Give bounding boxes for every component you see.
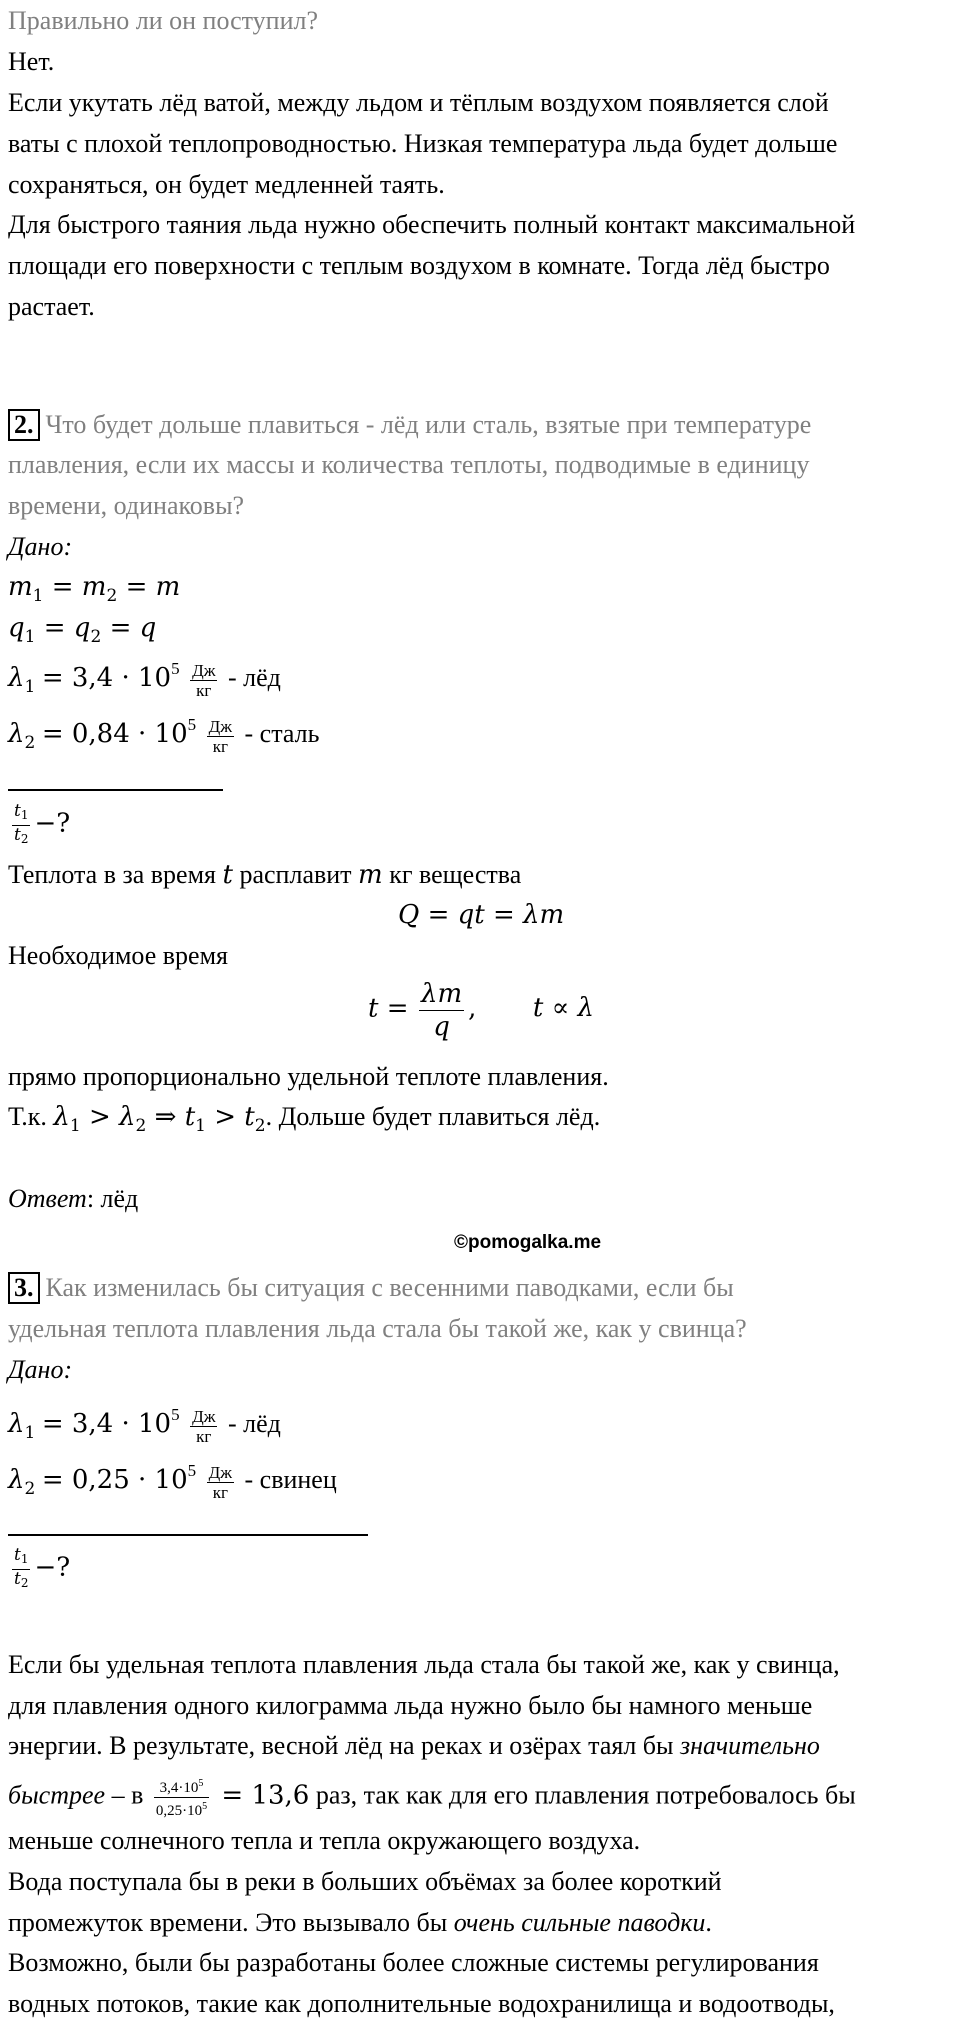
intro-line: Нет. [8, 47, 55, 76]
task2-find: $\frac{t_1}{t_2}$ −? [14, 801, 71, 846]
task3-question-line: удельная теплота плавления льда стала бы такой же, как у свинца? [8, 1314, 747, 1343]
task2-lambda2: $\lambda_2 = 0,84 \cdot 10^5$ $\frac{Дж}{кг}$ - сталь [8, 715, 320, 756]
intro-question: Правильно ли он поступил? [8, 6, 319, 35]
intro-line: ваты с плохой теплопроводностью. Низкая температура льда будет дольше [8, 129, 838, 158]
task2-lambda1: $\lambda_1 = 3,4 \cdot 10^5$ $\frac{Дж}{кг}$ - лёд [8, 659, 281, 700]
task3-ratio-line: быстрее – в $\frac{3,4\cdot 10^5}{0,25\cdot 10^5}$ = 13,6 раз, так как для его плавления потребовалось бы [8, 1775, 856, 1820]
task2-needed-time: Необходимое время [8, 941, 228, 970]
task3-text-line: Вода поступала бы в реки в больших объёмах за более короткий [8, 1867, 722, 1896]
task2-heat-equation: $q_1 = q_2 = q$ [8, 613, 157, 647]
task3-question-line: 3. Как изменилась бы ситуация с весенними паводками, если бы [8, 1271, 734, 1305]
task2-formula-heat: Q = qt = λm [398, 900, 565, 930]
task2-question-line: плавления, если их массы и количества теплоты, подводимые в единицу [8, 450, 810, 479]
task3-text-line: промежуток времени. Это вызывало бы очень сильные паводки. [8, 1908, 712, 1937]
task3-text-line: Возможно, были бы разработаны более сложные системы регулирования [8, 1948, 819, 1977]
task2-given-label: Дано: [8, 532, 73, 561]
task3-number: 3. [8, 1272, 40, 1304]
task2-formula-time: t = $\frac{\lambda m}{q}$ , t ∝ λ [368, 979, 594, 1042]
task2-heat-text: Теплота в за время t расплавит m кг вещества [8, 860, 522, 890]
task2-answer: Ответ: лёд [8, 1184, 139, 1213]
task2-direct-text: прямо пропорционально удельной теплоте плавления. [8, 1062, 609, 1091]
intro-line: Если укутать лёд ватой, между льдом и тёплым воздухом появляется слой [8, 88, 829, 117]
task3-text-line: водных потоков, такие как дополнительные водохранилища и водоотводы, [8, 1989, 835, 2018]
intro-line: площади его поверхности с теплым воздухом в комнате. Тогда лёд быстро [8, 251, 830, 280]
task3-find: $\frac{t_1}{t_2}$ −? [14, 1545, 71, 1590]
intro-line: сохраняться, он будет медленней таять. [8, 170, 445, 199]
given-divider [8, 789, 223, 791]
task3-text-line: меньше солнечного тепла и тепла окружающего воздуха. [8, 1826, 641, 1855]
task3-text-line: для плавления одного килограмма льда нужно было бы намного меньше [8, 1691, 813, 1720]
task3-text-line: Если бы удельная теплота плавления льда стала бы такой же, как у свинца, [8, 1650, 840, 1679]
task2-number: 2. [8, 409, 40, 441]
task2-mass-equation: $m_1 = m_2 = m$ [8, 572, 181, 606]
given-divider [8, 1534, 368, 1536]
task3-lambda1: $\lambda_1 = 3,4 \cdot 10^5$ $\frac{Дж}{кг}$ - лёд [8, 1405, 281, 1446]
task2-conclusion: Т.к. $\lambda_1 > \lambda_2$ ⇒ $t_1 > t_2$. Дольше будет плавиться лёд. [8, 1102, 601, 1136]
intro-line: растает. [8, 292, 95, 321]
task3-lambda2: $\lambda_2 = 0,25 \cdot 10^5$ $\frac{Дж}{кг}$ - свинец [8, 1461, 337, 1502]
task3-text-line: энергии. В результате, весной лёд на реках и озёрах таял бы значительно [8, 1731, 820, 1760]
watermark: ©pomogalka.me [454, 1232, 602, 1253]
intro-line: Для быстрого таяния льда нужно обеспечить полный контакт максимальной [8, 210, 856, 239]
task2-question-line: времени, одинаковы? [8, 491, 245, 520]
task3-given-label: Дано: [8, 1355, 73, 1384]
task2-question-line: 2. Что будет дольше плавиться - лёд или сталь, взятые при температуре [8, 408, 811, 442]
